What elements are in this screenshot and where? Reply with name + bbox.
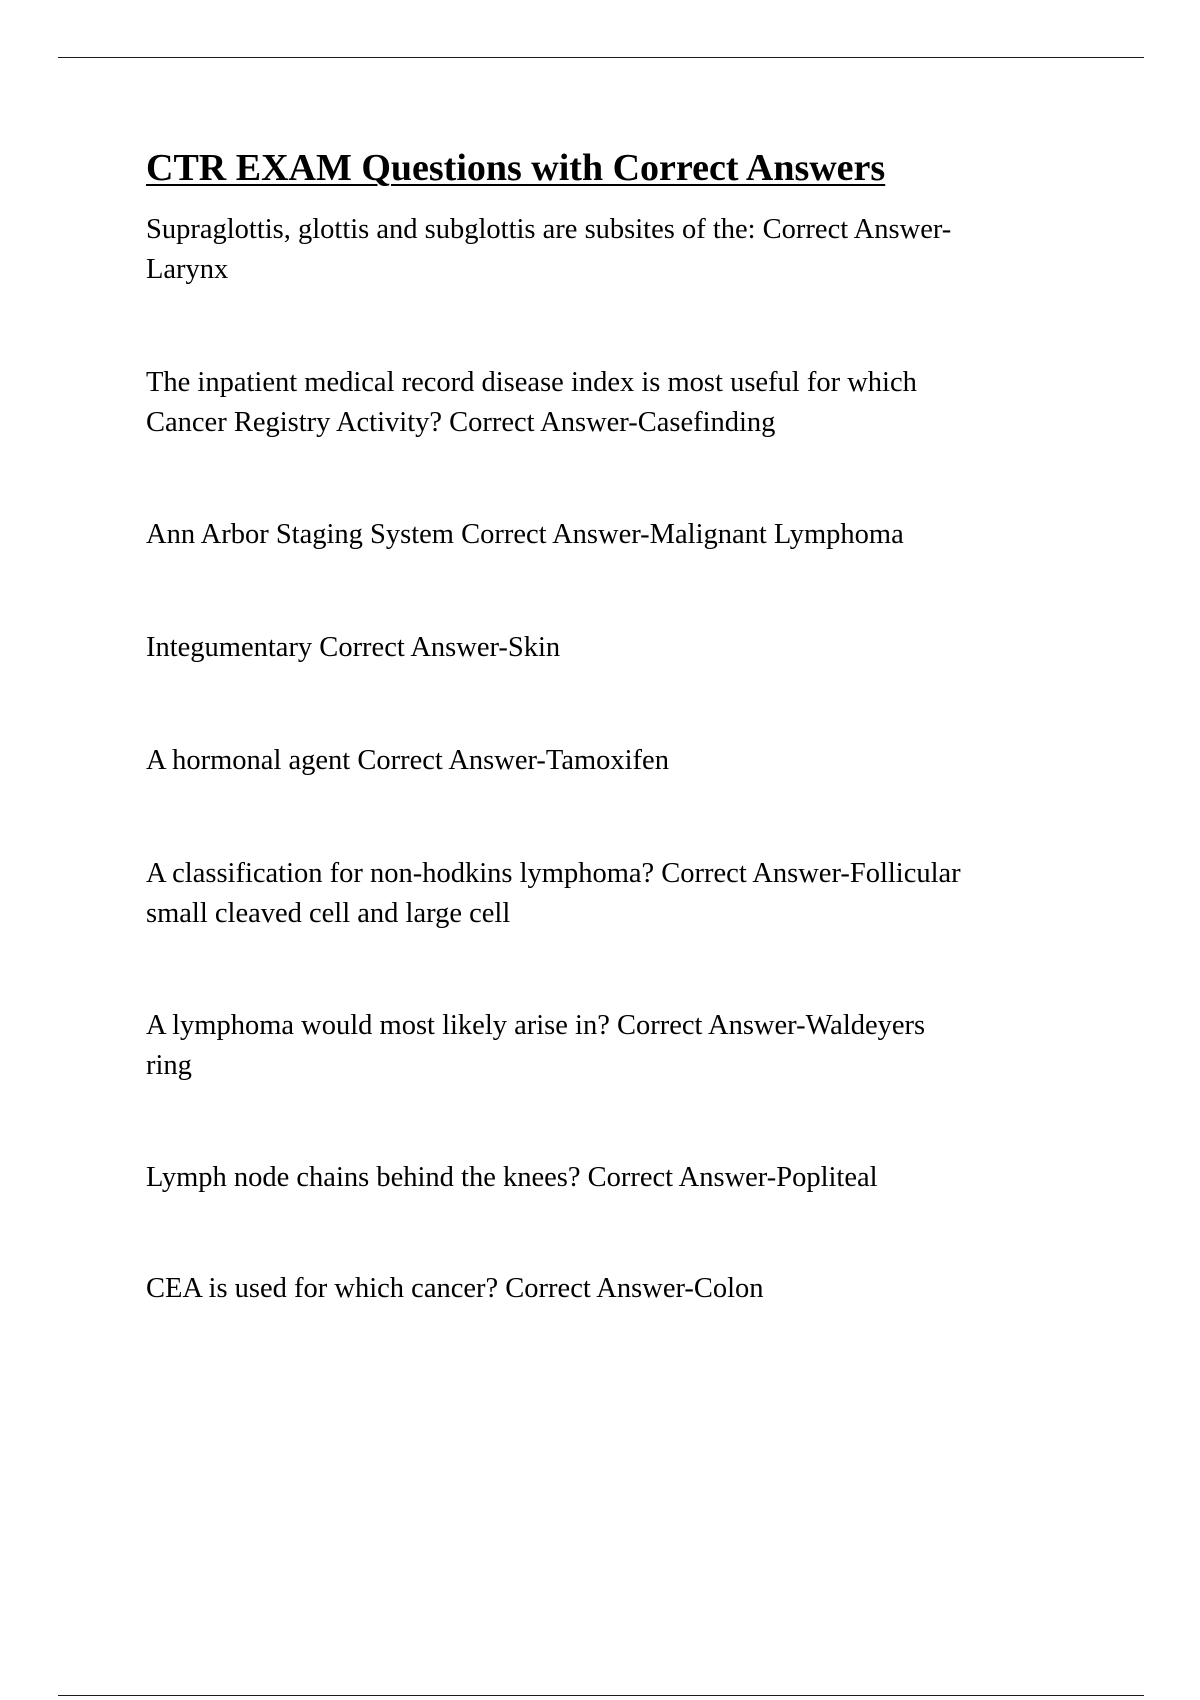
qa-item-9 [146,1269,1086,1309]
qa-item-6 [146,854,1086,934]
qa-line: Supraglottis, glottis and subglottis are subsites of the: Correct Answer- [146,214,952,245]
qa-line: A lymphoma would most likely arise in? Correct Answer-Waldeyers [146,1010,926,1041]
qa-line: small cleaved cell and large cell [146,898,511,929]
qa-item-8 [146,1158,1086,1198]
qa-line: A hormonal agent Correct Answer-Tamoxifen [146,745,669,776]
qa-line: Lymph node chains behind the knees? Correct Answer-Popliteal [146,1162,878,1193]
qa-line: ring [146,1050,192,1081]
qa-item-2 [146,363,1086,443]
footer-rule [58,1695,1144,1696]
qa-item-7 [146,1006,1086,1086]
document-body [146,142,1086,1304]
qa-item-5 [146,741,1086,781]
qa-line: Larynx [146,254,229,285]
qa-item-1 [146,210,1086,290]
qa-item-4 [146,628,1086,668]
qa-line: The inpatient medical record disease index is most useful for which [146,367,917,398]
header-rule [58,57,1144,58]
qa-line: Cancer Registry Activity? Correct Answer-Casefinding [146,407,776,438]
qa-line: Ann Arbor Staging System Correct Answer-Malignant Lymphoma [146,519,904,550]
qa-line: CEA is used for which cancer? Correct Answer-Colon [146,1273,764,1304]
document-title: CTR EXAM Questions with Correct Answers [146,147,886,189]
qa-line: Integumentary Correct Answer-Skin [146,632,561,663]
qa-line: A classification for non-hodkins lymphoma? Correct Answer-Follicular [146,858,961,889]
qa-item-3 [146,515,1086,555]
